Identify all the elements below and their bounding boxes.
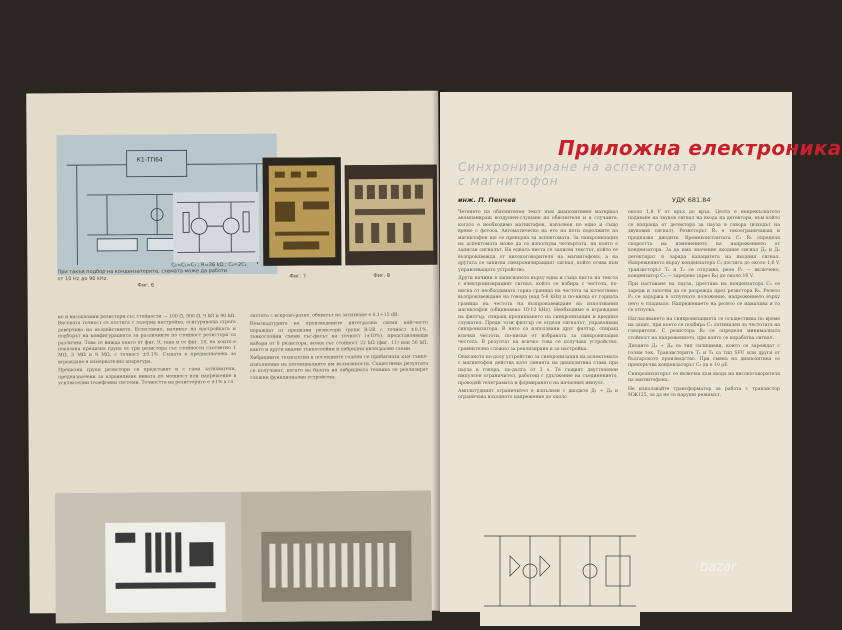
pcb-photo-figure-right bbox=[241, 491, 432, 622]
transistor-schematic-figure bbox=[173, 192, 259, 263]
right-page-column-1 bbox=[458, 210, 618, 404]
right-page-column-2 bbox=[628, 210, 780, 401]
udc-code: УДК 681.84 bbox=[672, 196, 711, 204]
right-col1-paragraph: Други начини в записването върху една и съща писта на текста с електронизирацият сигнал, който се избира с честота, по-ниска от необходимата горна граница на честота за качествено възпроизвеждане на говора (над 5-6 kHz) и по-ниска от горната граница на честота на възпроизвеждане на използвания магнитофон (обикновено 10-12 kHz). Необходимо е вграждане на филтър, спиращ проникването на синхронизация и вредния слушател. Преди този филтър се отделя сигналът, управляващ синхронизатора. В нето са използвани друг филтър, спиращ всички честоти, по-ниски от избраната за синхронизация честота. В резултат на всичко това се получава устройство, сравнително сложно за реализиране и за настройка. bbox=[458, 276, 618, 352]
figure-6-label: Фиг. 6 bbox=[137, 282, 155, 289]
left-page bbox=[26, 91, 442, 614]
right-col2-paragraph: Не използвайте трансформатор за работа с транзистор МЖ125, за да не се наруши режимът. bbox=[628, 386, 780, 398]
left-col2-paragraph: листата с вскрояо-разпе, обхватът на затихване е 0,1÷15 dB. bbox=[249, 312, 399, 319]
synchronizer-circuit-diagram bbox=[480, 516, 640, 626]
left-page-column-1 bbox=[58, 314, 237, 390]
left-col2-paragraph: Немзкадтурите на произведените интегрални схеми най-често пораждат от прецизни резистори групи R-2R с точност ±0,1%, тънкослойни схеми със-фасът на точност (±10%), представляващи набори от 8 резистора, всеки със стойност 22 kΩ (фиг. 11) или 56 kΩ, както и други видове тънкослойни и хибридни интегрални схеми. bbox=[249, 321, 428, 353]
left-col1-paragraph: но и високоомни резистори със стойности — 100 Ω, 900 Ω, 9 kΩ и 90 kΩ. Високата точност се постига с лазерна настройка, осигуряваща строга доверчиво на въздействието. Естествено, начинът на настройката и подборът на конфигурацията за различните по стойност резистори са различни. Това се вижда както от фиг. 9, така и от фиг. 10, на които е показана прецизна група от три резистора със стойности съответно 1 MΩ, 3 MΩ и 9 MΩ, с точност ±0,1%. Същата е предназначена за вграждане в измервателна апаратура. bbox=[57, 313, 237, 366]
right-col1-paragraph: Описаното по-долу устройство за синхронизация на аспектомата с магнитофон действа като сменята на диапозитива става при пауза в говора, по-дълга от 3 s. Те същият двустепенен импулсен ограничител, работещ с удължение на съединението, проводяй телеграмата и формирането на началния импулс. bbox=[458, 354, 618, 386]
figure-7-label: Фиг. 7 bbox=[289, 273, 307, 280]
pcb-photo-figure-7 bbox=[263, 157, 342, 266]
right-col2-paragraph: около 1,8 V от връх до връх. Целта е непрекъснатото подаване на звуков сигнал на входа на детектора, към който се изпраща от детектора за пауза в говора (изходът на звуковия сигнал). Резисторът R₁ е токоограничаващ и предпазва диодите. Времеконстантата C₁ R₁ определя скоростта на изменението на напрежението от кондензатора. За да има значение входния сигнал Д₁ и Д₂ детектират и заряда капацитета на входния сигнал. Напрежението върху кондензатора C₂ достига до около 1,6 V, транзисторът T₁ и T₂ се отпушва, реле P₁ — включено, кондензатор C₃ — заредено (през R₄) до около 16 V. bbox=[628, 210, 780, 280]
left-page-column-2 bbox=[250, 313, 428, 384]
figure-8-label: Фиг. 8 bbox=[373, 272, 391, 280]
article-author: инж. П. Пенчев bbox=[458, 196, 516, 204]
right-col1-paragraph: Амплитудният ограничител е изпълнен с диодите Д₁ ÷ Д₄ и ограничава изходното напрежение до около bbox=[458, 388, 618, 401]
right-col1-paragraph: Четенето на обяснителен текст към диапозитивен материал акомпаниращ воздушен-слушане на обяснителя и в случаите, когато е необходимо магнитофон, изпълнен по едно и също време с фотоса. Автоматическо на ето на поти подолжите на магнитофон ще се превърна за аспектомата. За синхронизация на аспектомата може да се използува четвъртата, на които е записан сигналът. На едната писта се записва текстът, който се възпроизвежда от високоговорителя на магнитофона, а на другата се записва синхронизиращият сигнал, който отива към управляващото устройство. bbox=[458, 210, 618, 273]
schematic-formula: C₂=C₁=C₃ ; R=36 kΩ ; C₂=2C₁ bbox=[171, 261, 247, 269]
watermark-logo bbox=[700, 560, 790, 592]
schematic-caption-line-1: При такъв подбор на кондензаторите, схемата може да работи bbox=[57, 268, 228, 276]
left-col1-paragraph: Прецизни групи резистори се представят и с гама затихватели, предназначени за изравняване нивата по мощност или напрежение в усилвателни телефонни системи. Точността на резисторите е ±1% в сл bbox=[58, 367, 237, 387]
right-col2-paragraph: Диодите Д₁ ÷ Д₄ са тип силициеви, които се зареждат с голям ток. Транзисторите T₁ и T₂ са тип SFU или други от българското производство. При смяна на диапозитива се препоръчва кондензаторът C₃ да е 10 μF. bbox=[628, 344, 780, 369]
right-col2-paragraph: При наставане на пауза, престава на кондензатора C₃ се зареди и започва да се разрежда през резистора R₅. Релето P₁ се задържа в отпуснато положение, напрежението върху него е спаднало. Напрежението на релето се намалява и то се отпуска. bbox=[628, 282, 780, 314]
left-col2-paragraph: Хибридните технологии в последните години се прибягнаха към тънко-изпълнение на потенциалните им възможности. Съществена резултата се получават, когато на базата на хибридната техника се реализират сложни функционални устройства. bbox=[250, 355, 429, 381]
right-page bbox=[440, 92, 842, 612]
pcb-photo-figure-8 bbox=[345, 165, 438, 266]
watermark-text: bazar bbox=[700, 560, 737, 575]
schematic-caption-line-2: от 10 Hz до 90 kHz. bbox=[57, 275, 108, 283]
section-title: Приложна електроника bbox=[558, 136, 842, 160]
right-col2-paragraph: Синхронизаторът се включва към входа на високоговорителя на магнитофона. bbox=[628, 371, 780, 384]
article-title: Синхронизиране на аспектомата с магнитофон bbox=[458, 160, 698, 188]
pcb-layout-figure-left bbox=[55, 492, 246, 623]
schematic-box-label: К1-ТП64 bbox=[136, 156, 163, 164]
right-col2-paragraph: Нагласяването на синхронизацията се осъществява по време на запис, при което се подбира C₁ оптимален за честотата на говорителя. С резистора R₂ се определя минималната стойност на напрежението, при която се изработва сигнал. bbox=[628, 316, 780, 341]
